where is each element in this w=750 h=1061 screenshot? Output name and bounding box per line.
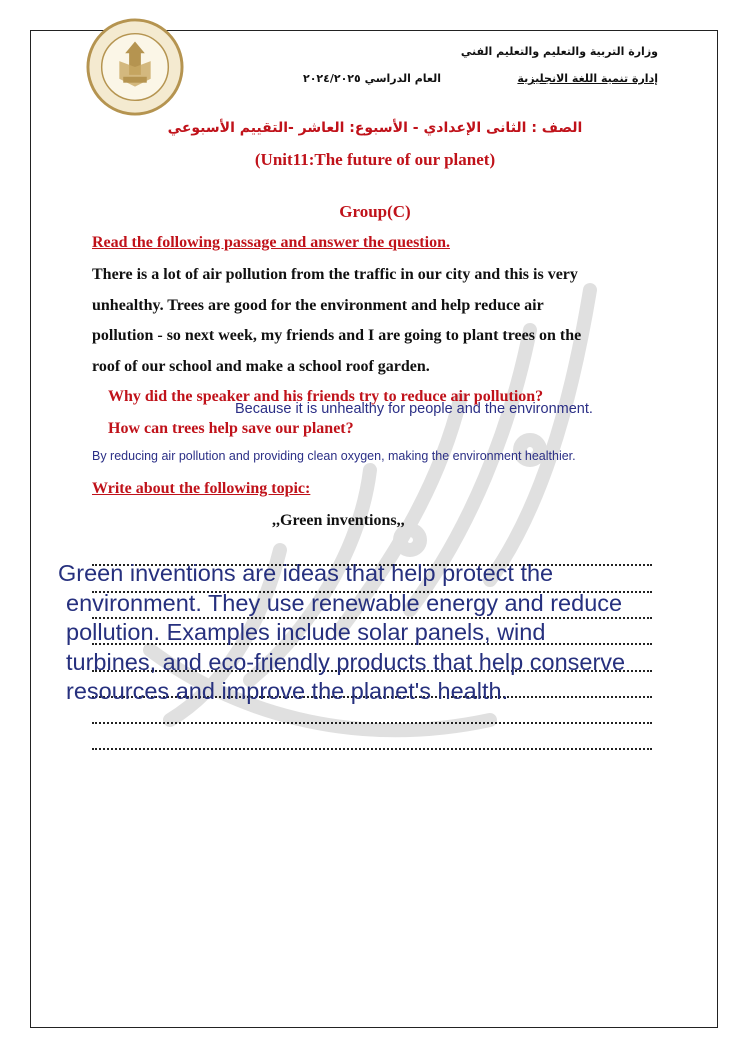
passage-line: unhealthy. Trees are good for the environment and help reduce air <box>92 296 544 314</box>
essay-line: Green inventions are ideas that help protect the <box>58 560 554 586</box>
group-label: Group(C) <box>339 202 411 221</box>
unit-title: (Unit11:The future of our planet) <box>254 150 496 169</box>
question-2: How can trees help save our planet? <box>108 420 354 437</box>
essay-answer[interactable] <box>58 559 658 707</box>
ministry-logo <box>86 18 184 116</box>
essay-line: pollution. Examples include solar panels, wind <box>66 619 546 645</box>
essay-line: resources and improve the planet's health. <box>66 678 509 704</box>
reading-passage <box>92 260 652 382</box>
ministry-name: وزارة التربية والتعليم والتعليم الفني <box>460 45 658 58</box>
department-name: إدارة تنمية اللغة الانجليزية <box>517 72 658 85</box>
arabic-heading: الصف : الثانى الإعدادي - الأسبوع: العاشر -التقييم الأسبوعي <box>167 120 583 136</box>
writing-line <box>92 720 652 724</box>
writing-instruction: Write about the following topic: <box>92 480 311 497</box>
school-year: العام الدراسي ٢٠٢٤/٢٠٢٥ <box>303 72 441 85</box>
answer-1[interactable]: Because it is unhealthy for people and the environment. <box>235 401 593 417</box>
passage-line: There is a lot of air pollution from the traffic in our city and this is very <box>92 266 578 283</box>
essay-line: turbines, and eco-friendly products that help conserve <box>66 648 626 675</box>
reading-instruction: Read the following passage and answer the question. <box>92 234 450 251</box>
passage-line: pollution - so next week, my friends and I are going to plant trees on the <box>92 327 582 344</box>
answer-2[interactable]: By reducing air pollution and providing clean oxygen, making the environment healthier. <box>92 449 576 463</box>
passage-line: roof of our school and make a school roof garden. <box>92 357 430 375</box>
essay-line: environment. They use renewable energy and reduce <box>66 589 623 616</box>
writing-line <box>92 746 652 750</box>
writing-topic: ,,Green inventions,, <box>272 512 405 529</box>
question-1: Why did the speaker and his friends try to reduce air pollution? <box>108 388 544 405</box>
